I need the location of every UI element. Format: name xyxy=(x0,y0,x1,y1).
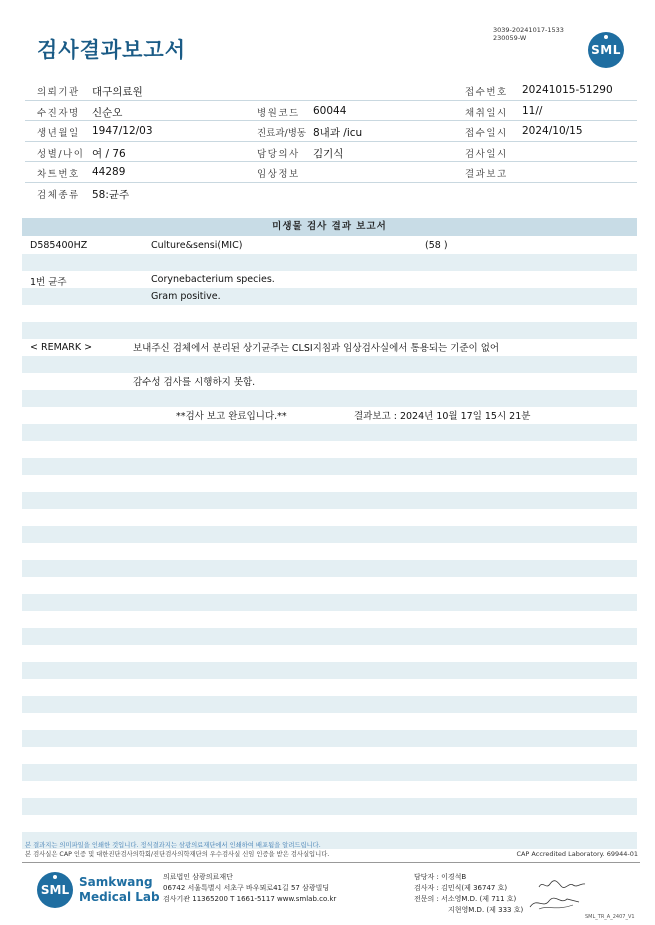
birth-value: 1947/12/03 xyxy=(92,125,153,137)
staff-doctor-2: 지현영M.D. (제 333 호) xyxy=(448,906,524,914)
collect-date-value: 11// xyxy=(522,104,543,117)
birth-label: 생년월일 xyxy=(37,128,80,139)
organism-label: 1번 균주 xyxy=(30,277,67,288)
report-stripe xyxy=(22,424,637,441)
result-report-label: 결과보고 xyxy=(465,169,508,180)
report-stripe xyxy=(22,594,637,611)
info-row xyxy=(25,142,637,163)
report-stripe xyxy=(22,458,637,475)
doctor-signature-icon xyxy=(527,893,582,913)
hospital-code-value: 60044 xyxy=(313,104,347,117)
report-stripe xyxy=(22,628,637,645)
staff-person: 담당자 : 이경석B xyxy=(414,873,467,881)
receipt-no-value: 20241015-51290 xyxy=(522,84,613,96)
brand-name-line-2: Medical Lab xyxy=(79,890,160,904)
footer-notice: 본 결과지는 의미파일을 인쇄한 것입니다. 정식결과지는 삼광의료재단에서 인쇄하여 배포됨을 알려드립니다. xyxy=(25,842,321,849)
logo-dot xyxy=(604,35,608,39)
sml-brand-logo xyxy=(37,872,73,908)
report-stripe xyxy=(22,526,637,543)
info-row xyxy=(25,80,637,101)
doctor-value: 김기식 xyxy=(313,147,344,160)
report-stripe xyxy=(22,730,637,747)
report-stripe xyxy=(22,764,637,781)
logo-text: SML xyxy=(591,43,621,57)
receipt-date-label: 접수일시 xyxy=(465,128,508,139)
hospital-code-label: 병원코드 xyxy=(257,107,300,119)
collect-date-label: 채취일시 xyxy=(465,107,508,119)
test-count: (58 ) xyxy=(425,240,448,251)
report-stripe xyxy=(22,662,637,679)
sex-age-label: 성별/나이 xyxy=(37,148,85,160)
dept-label: 진료과/병동 xyxy=(257,128,307,139)
report-stripe xyxy=(22,696,637,713)
report-stripe xyxy=(22,798,637,815)
document-code-line-1: 3039-20241017-1533 xyxy=(493,26,564,34)
document-code-line-2: 230059-W xyxy=(493,34,527,42)
brand-logo-text: SML xyxy=(40,883,70,897)
info-row xyxy=(25,162,637,183)
clinical-label: 임상정보 xyxy=(257,169,300,180)
patient-label: 수진자명 xyxy=(37,107,80,119)
report-stripe xyxy=(22,288,637,305)
org-address: 06742 서울특별시 서초구 바우뫼로41길 57 삼광빌딩 xyxy=(163,884,330,892)
chart-label: 차트번호 xyxy=(37,169,80,180)
report-stripe xyxy=(22,560,637,577)
report-time: 결과보고 : 2024년 10월 17일 15시 21분 xyxy=(354,411,531,422)
info-row xyxy=(25,183,637,204)
report-stripe xyxy=(22,254,637,271)
document-code xyxy=(493,26,564,42)
test-name: Culture&sensi(MIC) xyxy=(151,240,243,251)
specimen-value: 58:균주 xyxy=(92,188,130,201)
cap-accreditation: CAP Accredited Laboratory. 69944-01 xyxy=(516,850,638,858)
report-stripe xyxy=(22,356,637,373)
info-row xyxy=(25,121,637,142)
staff-doctor-1: 전문의 : 서소영M.D. (제 711 호) xyxy=(414,895,517,903)
form-code: SML_TR_A_2407_V1 xyxy=(585,914,635,920)
report-stripe xyxy=(22,322,637,339)
footer-divider xyxy=(22,862,640,863)
brand-name-line-1: Samkwang xyxy=(79,875,153,889)
report-stripe xyxy=(22,492,637,509)
footer-accreditation: 본 검사실은 CAP 인증 및 대한진단검사의학회/진단검사의학재단의 우수검사실 신임 인증을 받은 검사실입니다. xyxy=(25,851,330,858)
org-name: 의료법인 삼광의료재단 xyxy=(163,873,233,881)
page-title: 검사결과보고서 xyxy=(37,38,187,62)
remark-line-2: 감수성 검사를 시행하지 못함. xyxy=(133,377,256,388)
sml-logo xyxy=(588,32,624,68)
staff-tester: 검사자 : 김민식(제 36747 호) xyxy=(414,884,508,892)
test-date-label: 검사일시 xyxy=(465,148,508,160)
remark-label: < REMARK > xyxy=(30,342,93,353)
org-contact: 검사기관 11365200 T 1661-5117 www.smlab.co.kr xyxy=(163,895,337,903)
specimen-label: 검체종류 xyxy=(37,189,80,201)
institution-label: 의뢰기관 xyxy=(37,87,80,98)
organism-name: Corynebacterium species. xyxy=(151,274,275,285)
patient-value: 신순오 xyxy=(92,106,123,119)
report-stripe xyxy=(22,390,637,407)
remark-line-1: 보내주신 검체에서 분리된 상기균주는 CLSI지침과 임상검사실에서 통용되는 기준이 없어 xyxy=(133,343,500,354)
test-code: D585400HZ xyxy=(30,240,88,251)
info-row xyxy=(25,101,637,122)
receipt-no-label: 접수번호 xyxy=(465,87,508,98)
report-header: 미생물 검사 결과 보고서 xyxy=(22,218,637,236)
doctor-label: 담당의사 xyxy=(257,148,300,160)
sex-age-value: 여 / 76 xyxy=(92,147,126,160)
tester-signature-icon xyxy=(537,878,587,892)
receipt-date-value: 2024/10/15 xyxy=(522,125,583,137)
institution-value: 대구의료원 xyxy=(92,86,143,98)
report-complete: **검사 보고 완료입니다.** xyxy=(176,411,287,422)
gram-stain: Gram positive. xyxy=(151,291,221,302)
patient-info-table xyxy=(25,80,637,203)
brand-logo-dot xyxy=(53,875,57,879)
dept-value: 8내과 /icu xyxy=(313,127,363,139)
chart-value: 44289 xyxy=(92,166,126,178)
